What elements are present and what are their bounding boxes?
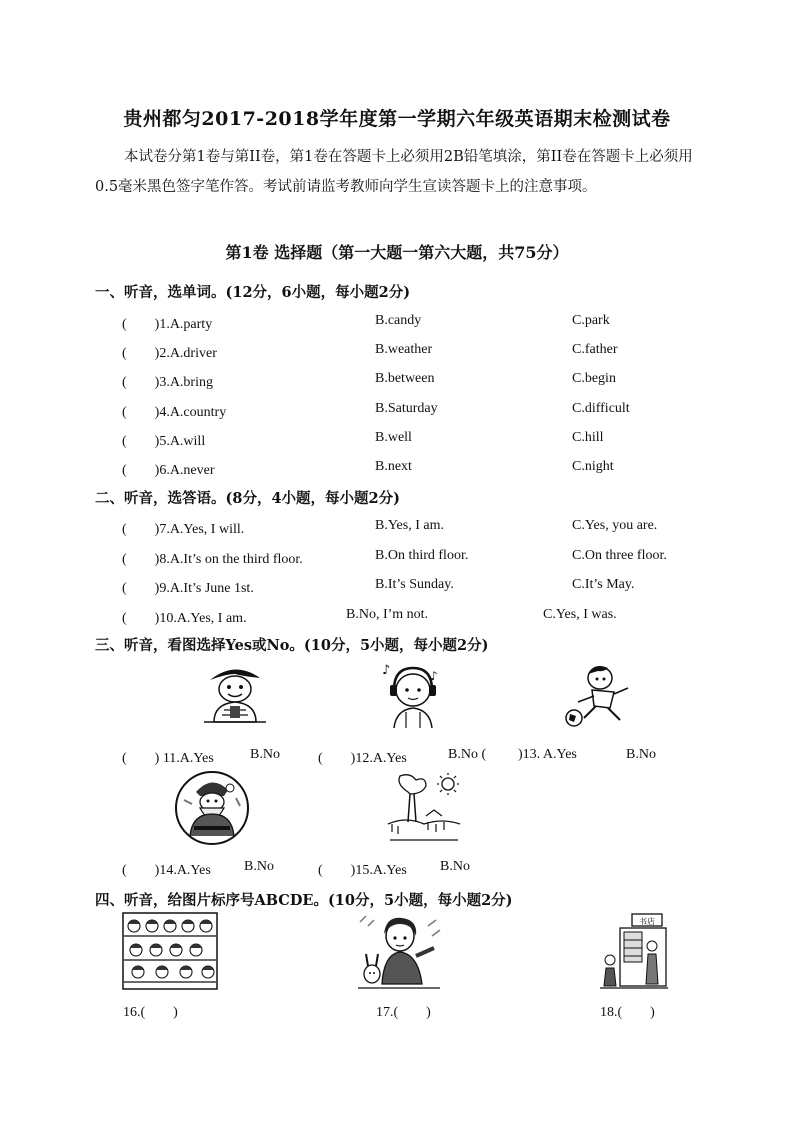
- section-3-title: 三、听音，看图选择Yes或No。(10分，5小题，每小题2分): [95, 637, 489, 654]
- santa-claus-picture: [174, 770, 250, 846]
- option-b: B.It’s Sunday.: [375, 577, 454, 592]
- section-4-title: 四、听音，给图片标序号ABCDE。(10分，5小题，每小题2分): [95, 892, 513, 909]
- question-row: [0, 459, 794, 479]
- option-b: B.well: [375, 429, 412, 445]
- option-b: B.Yes, I am.: [375, 518, 444, 533]
- question-row: [0, 577, 794, 597]
- classroom-picture: [122, 912, 218, 990]
- question-stem: ( )9.A.It’s June 1st.: [122, 581, 254, 596]
- question-stem: ( )6.A.never: [122, 463, 215, 478]
- question-13: )13. A.Yes: [518, 747, 577, 762]
- question-row: [0, 518, 794, 538]
- option-b: B.between: [375, 371, 435, 387]
- question-11: ( ) 11.A.Yes: [122, 751, 214, 766]
- windy-girl-picture: [356, 912, 442, 990]
- option-c: C.It’s May.: [572, 577, 635, 592]
- question-17: 17.( ): [376, 1005, 431, 1020]
- option-c: C.Yes, I was.: [543, 606, 617, 622]
- question-14: ( )14.A.Yes: [122, 863, 211, 878]
- option-c: C.father: [572, 342, 618, 358]
- question-stem: ( )2.A.driver: [122, 346, 217, 362]
- question-13-option-b: B.No: [626, 747, 656, 762]
- question-stem: ( )3.A.bring: [122, 375, 213, 391]
- option-c: C.Yes, you are.: [572, 518, 658, 533]
- question-12: ( )12.A.Yes: [318, 751, 407, 766]
- question-stem: ( )1.A.party: [122, 317, 213, 332]
- question-14-option-b: B.No: [244, 859, 274, 874]
- option-b: B.weather: [375, 342, 433, 358]
- question-row: [0, 607, 794, 627]
- option-c: C.park: [572, 313, 610, 328]
- question-row: [0, 313, 794, 333]
- bookshop-picture: [598, 912, 670, 990]
- question-row-11-13: [0, 747, 794, 767]
- exam-instructions: 本试卷分第1卷与第II卷，第1卷在答题卡上必须用2B铅笔填涂，第II卷在答题卡上必须用0.5毫米黑色签字笔作答。考试前请监考教师向学生宣读答题卡上的注意事项。: [95, 149, 693, 195]
- option-b: B.No, I’m not.: [346, 606, 429, 622]
- question-15: ( )15.A.Yes: [318, 863, 407, 878]
- question-row: [0, 342, 794, 362]
- option-c: C.begin: [572, 371, 616, 387]
- question-12-option-b: B.No (: [448, 747, 487, 762]
- question-stem: ( )7.A.Yes, I will.: [122, 522, 245, 537]
- question-11-option-b: B.No: [250, 747, 280, 762]
- section-1-title: 一、听音，选单词。(12分，6小题，每小题2分): [95, 284, 411, 301]
- option-c: C.On three floor.: [572, 547, 667, 563]
- question-row: [0, 371, 794, 391]
- exam-title: 贵州都匀2017-2018学年度第一学期六年级英语期末检测试卷: [123, 108, 671, 130]
- question-row: [0, 401, 794, 421]
- question-row: [0, 548, 794, 568]
- option-c: C.night: [572, 459, 614, 474]
- bookshop-sign-text: 书店: [639, 917, 655, 926]
- part-one-title: 第1卷 选择题（第一大题一第六大题，共75分）: [225, 243, 569, 262]
- question-15-option-b: B.No: [440, 859, 470, 874]
- boy-football-picture: [564, 662, 636, 728]
- sunny-landscape-picture: [386, 772, 462, 842]
- section-2-title: 二、听音，选答语。(8分，4小题，每小题2分): [95, 490, 400, 507]
- girl-music-picture: [380, 660, 446, 730]
- svg-text:♪: ♪: [430, 669, 438, 683]
- option-b: B.next: [375, 459, 412, 474]
- svg-text:♪: ♪: [382, 663, 391, 678]
- question-stem: ( )4.A.country: [122, 404, 227, 420]
- boy-eating-picture: [202, 662, 268, 724]
- question-stem: ( )5.A.will: [122, 433, 206, 449]
- question-stem: ( )8.A.It’s on the third floor.: [122, 551, 303, 567]
- question-18: 18.( ): [600, 1005, 655, 1020]
- option-c: C.difficult: [572, 400, 630, 416]
- option-c: C.hill: [572, 429, 604, 445]
- option-b: B.On third floor.: [375, 547, 469, 563]
- question-row-14-15: [0, 859, 794, 879]
- option-b: B.candy: [375, 313, 422, 328]
- option-b: B.Saturday: [375, 400, 438, 416]
- question-stem: ( )10.A.Yes, I am.: [122, 610, 247, 626]
- question-row: [0, 430, 794, 450]
- question-16: 16.( ): [123, 1005, 178, 1020]
